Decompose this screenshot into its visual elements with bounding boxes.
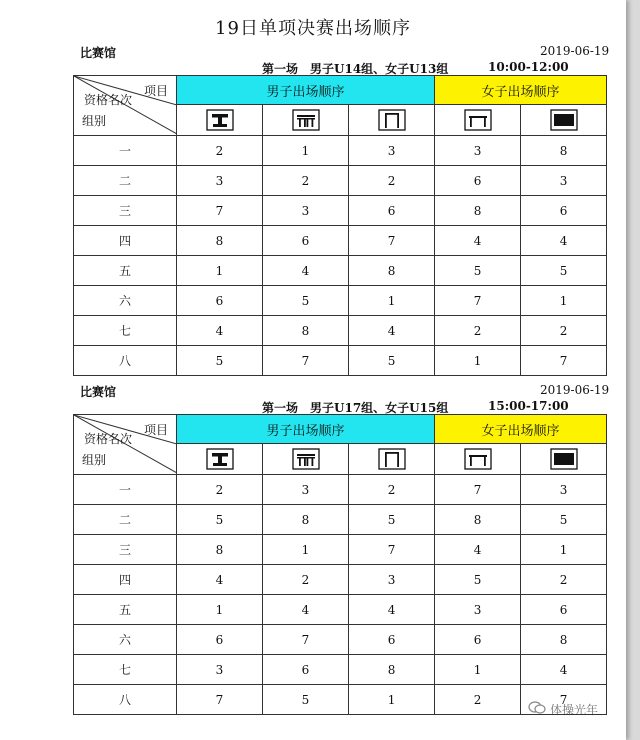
- rank-cell: 五: [74, 595, 177, 625]
- session-time: 10:00-12:00: [488, 60, 569, 74]
- order-cell: 7: [177, 196, 263, 226]
- order-cell: 7: [521, 346, 607, 376]
- order-cell: 6: [177, 625, 263, 655]
- order-cell: 5: [177, 505, 263, 535]
- uneven-bars-icon: [464, 448, 492, 470]
- table-row: [74, 226, 607, 256]
- order-cell: 2: [521, 565, 607, 595]
- order-cell: 3: [177, 166, 263, 196]
- apparatus-cell: [435, 105, 521, 136]
- order-cell: 7: [263, 625, 349, 655]
- apparatus-cell: [263, 444, 349, 475]
- watermark-text: 体操光年: [550, 703, 599, 717]
- order-cell: 2: [435, 685, 521, 715]
- apparatus-cell: [263, 105, 349, 136]
- women-order-header: 女子出场顺序: [435, 76, 607, 105]
- parallel-bars-icon: [292, 448, 320, 470]
- order-cell: 1: [177, 595, 263, 625]
- order-cell: 4: [349, 595, 435, 625]
- table-row: [74, 595, 607, 625]
- apparatus-cell: [349, 444, 435, 475]
- pommel-horse-icon: [206, 109, 234, 131]
- apparatus-cell: [521, 444, 607, 475]
- order-cell: 6: [349, 625, 435, 655]
- session-name: 第一场 男子U14组、女子U13组: [262, 62, 449, 76]
- order-cell: 5: [349, 346, 435, 376]
- order-cell: 1: [521, 286, 607, 316]
- women-order-header: 女子出场顺序: [435, 415, 607, 444]
- table-row: [74, 136, 607, 166]
- apparatus-cell: [349, 105, 435, 136]
- order-cell: 2: [177, 475, 263, 505]
- header-corner: [74, 415, 177, 475]
- pommel-horse-icon: [206, 448, 234, 470]
- order-cell: 8: [435, 505, 521, 535]
- order-cell: 3: [521, 166, 607, 196]
- balance-beam-icon: [550, 109, 578, 131]
- order-cell: 5: [521, 505, 607, 535]
- order-cell: 6: [521, 196, 607, 226]
- venue-label: 比赛馆: [80, 46, 117, 60]
- session-name: 第一场 男子U17组、女子U15组: [262, 401, 449, 415]
- rank-cell: 七: [74, 316, 177, 346]
- order-cell: 4: [521, 655, 607, 685]
- venue-label: 比赛馆: [80, 385, 117, 399]
- header-group-label: 组别: [82, 114, 107, 128]
- order-cell: 5: [521, 256, 607, 286]
- page-title: 19日单项决赛出场顺序: [215, 18, 411, 39]
- men-order-header: 男子出场顺序: [177, 415, 435, 444]
- order-cell: 4: [263, 256, 349, 286]
- rank-cell: 七: [74, 655, 177, 685]
- apparatus-cell: [177, 444, 263, 475]
- rank-cell: 五: [74, 256, 177, 286]
- order-cell: 2: [349, 475, 435, 505]
- order-cell: 2: [263, 166, 349, 196]
- rank-cell: 六: [74, 625, 177, 655]
- order-cell: 3: [435, 595, 521, 625]
- rank-cell: 八: [74, 685, 177, 715]
- order-cell: 3: [521, 475, 607, 505]
- order-cell: 2: [521, 316, 607, 346]
- apparatus-cell: [177, 105, 263, 136]
- order-cell: 5: [263, 685, 349, 715]
- order-cell: 4: [263, 595, 349, 625]
- rank-cell: 八: [74, 346, 177, 376]
- table-row: [74, 565, 607, 595]
- table-row: [74, 256, 607, 286]
- order-cell: 6: [435, 625, 521, 655]
- order-cell: 4: [521, 226, 607, 256]
- order-cell: 2: [177, 136, 263, 166]
- order-cell: 3: [349, 136, 435, 166]
- order-cell: 8: [521, 136, 607, 166]
- order-cell: 5: [263, 286, 349, 316]
- order-cell: 8: [349, 655, 435, 685]
- order-cell: 3: [349, 565, 435, 595]
- order-cell: 1: [435, 655, 521, 685]
- rank-cell: 四: [74, 565, 177, 595]
- order-cell: 8: [177, 535, 263, 565]
- order-cell: 8: [349, 256, 435, 286]
- table-row: [74, 196, 607, 226]
- header-item-label: 项目: [143, 423, 168, 437]
- order-cell: 7: [521, 685, 607, 715]
- rank-cell: 一: [74, 475, 177, 505]
- order-cell: 8: [263, 505, 349, 535]
- order-cell: 1: [263, 535, 349, 565]
- men-order-header: 男子出场顺序: [177, 76, 435, 105]
- rank-cell: 一: [74, 136, 177, 166]
- order-cell: 5: [349, 505, 435, 535]
- order-cell: 2: [435, 316, 521, 346]
- table-row: [74, 625, 607, 655]
- order-cell: 1: [263, 136, 349, 166]
- date-label: 2019-06-19: [540, 383, 610, 397]
- order-cell: 4: [177, 316, 263, 346]
- table-row: [74, 505, 607, 535]
- header-rank-label: 资格名次: [84, 432, 133, 446]
- header-rank-label: 资格名次: [84, 93, 133, 107]
- order-cell: 6: [263, 655, 349, 685]
- order-cell: 7: [349, 535, 435, 565]
- order-cell: 6: [263, 226, 349, 256]
- order-cell: 5: [435, 565, 521, 595]
- order-cell: 5: [435, 256, 521, 286]
- order-cell: 1: [521, 535, 607, 565]
- rank-cell: 三: [74, 535, 177, 565]
- order-cell: 4: [435, 226, 521, 256]
- high-bar-icon: [378, 448, 406, 470]
- order-cell: 8: [263, 316, 349, 346]
- order-cell: 6: [435, 166, 521, 196]
- order-cell: 1: [435, 346, 521, 376]
- order-cell: 6: [177, 286, 263, 316]
- order-cell: 1: [177, 256, 263, 286]
- header-item-label: 项目: [143, 84, 168, 98]
- order-cell: 7: [435, 475, 521, 505]
- order-cell: 4: [435, 535, 521, 565]
- order-cell: 2: [263, 565, 349, 595]
- table-row: [74, 316, 607, 346]
- rank-cell: 四: [74, 226, 177, 256]
- order-cell: 1: [349, 685, 435, 715]
- table-row: [74, 535, 607, 565]
- uneven-bars-icon: [464, 109, 492, 131]
- order-table: [73, 75, 607, 376]
- order-cell: 3: [435, 136, 521, 166]
- order-cell: 1: [349, 286, 435, 316]
- rank-cell: 二: [74, 166, 177, 196]
- order-cell: 3: [177, 655, 263, 685]
- order-cell: 8: [177, 226, 263, 256]
- order-table: [73, 414, 607, 715]
- order-cell: 8: [435, 196, 521, 226]
- rank-cell: 二: [74, 505, 177, 535]
- header-corner: [74, 76, 177, 136]
- order-cell: 4: [349, 316, 435, 346]
- order-cell: 7: [177, 685, 263, 715]
- rank-cell: 六: [74, 286, 177, 316]
- order-cell: 5: [177, 346, 263, 376]
- table-row: [74, 286, 607, 316]
- rank-cell: 三: [74, 196, 177, 226]
- table-row: [74, 346, 607, 376]
- order-cell: 7: [435, 286, 521, 316]
- date-label: 2019-06-19: [540, 44, 610, 58]
- apparatus-cell: [521, 105, 607, 136]
- order-cell: 2: [349, 166, 435, 196]
- order-cell: 7: [349, 226, 435, 256]
- table-row: [74, 655, 607, 685]
- order-cell: 4: [177, 565, 263, 595]
- order-cell: 8: [521, 625, 607, 655]
- order-cell: 7: [263, 346, 349, 376]
- order-cell: 3: [263, 196, 349, 226]
- order-cell: 6: [521, 595, 607, 625]
- table-row: [74, 475, 607, 505]
- apparatus-cell: [435, 444, 521, 475]
- balance-beam-icon: [550, 448, 578, 470]
- order-cell: 3: [263, 475, 349, 505]
- parallel-bars-icon: [292, 109, 320, 131]
- table-row: [74, 166, 607, 196]
- table-row: [74, 685, 607, 715]
- session-time: 15:00-17:00: [488, 399, 569, 413]
- order-cell: 6: [349, 196, 435, 226]
- high-bar-icon: [378, 109, 406, 131]
- header-group-label: 组别: [82, 453, 107, 467]
